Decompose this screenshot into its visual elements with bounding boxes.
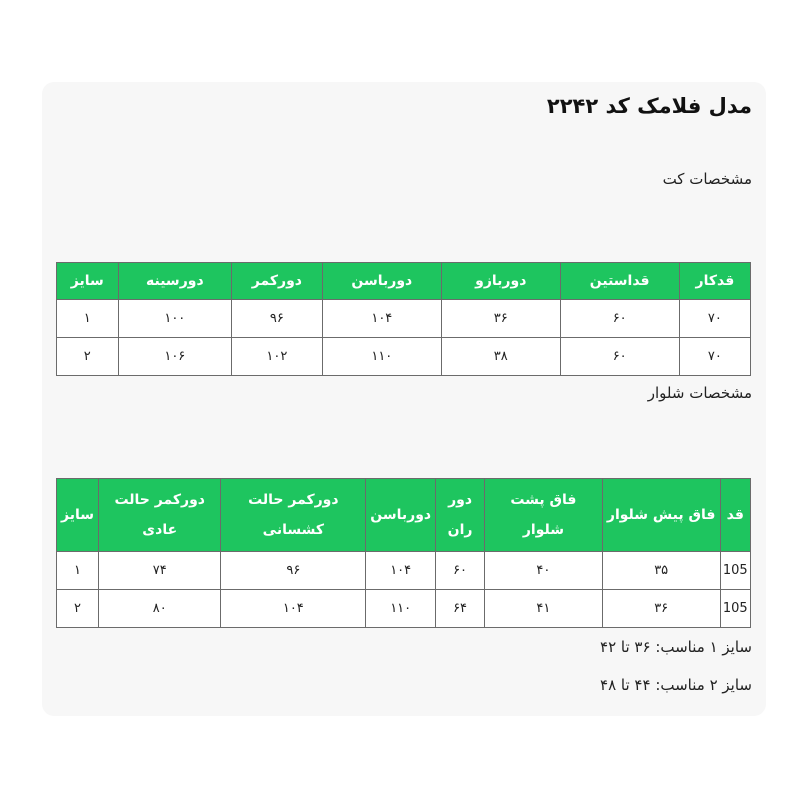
table-row xyxy=(57,300,751,338)
page-title: مدل فلامک کد ۲۲۴۲ xyxy=(546,94,752,118)
table-cell: ۳۶ xyxy=(441,300,560,338)
column-header: دورسینه xyxy=(118,263,231,300)
table-cell: 105 xyxy=(720,590,750,628)
table-cell: ۱۱۰ xyxy=(366,590,436,628)
table-row xyxy=(57,552,751,590)
table-cell: ۱۱۰ xyxy=(322,338,441,376)
table-cell: ۳۵ xyxy=(602,552,720,590)
column-header: دور ران xyxy=(436,479,485,552)
table-cell: ۳۸ xyxy=(441,338,560,376)
table-cell: ۱۰۲ xyxy=(232,338,323,376)
table-cell: ۶۴ xyxy=(436,590,485,628)
table-cell: ۲ xyxy=(57,590,99,628)
column-header: دورکمر xyxy=(232,263,323,300)
column-header: دورباسن xyxy=(366,479,436,552)
table-cell: ۱ xyxy=(57,300,119,338)
column-header: دورکمر حالت عادی xyxy=(99,479,221,552)
table-row xyxy=(57,590,751,628)
pants-size-table xyxy=(56,478,751,628)
table-cell: ۱ xyxy=(57,552,99,590)
column-header: قداستین xyxy=(560,263,679,300)
column-header: دوربازو xyxy=(441,263,560,300)
table-header-row xyxy=(57,479,751,552)
size-2-note: سایز ۲ مناسب: ۴۴ تا ۴۸ xyxy=(600,676,752,694)
table-cell: ۱۰۴ xyxy=(322,300,441,338)
table-cell: ۹۶ xyxy=(232,300,323,338)
pants-section-label: مشخصات شلوار xyxy=(647,384,752,402)
table-cell: ۲ xyxy=(57,338,119,376)
table-cell: ۶۰ xyxy=(560,300,679,338)
column-header: فاق پیش شلوار xyxy=(602,479,720,552)
column-header: دورباسن xyxy=(322,263,441,300)
table-cell: ۳۶ xyxy=(602,590,720,628)
table-cell: 105 xyxy=(720,552,750,590)
column-header: دورکمر حالت کشسانی xyxy=(221,479,366,552)
table-cell: ۶۰ xyxy=(560,338,679,376)
size-1-note: سایز ۱ مناسب: ۳۶ تا ۴۲ xyxy=(600,638,752,656)
table-cell: ۷۰ xyxy=(679,300,750,338)
table-cell: ۶۰ xyxy=(436,552,485,590)
table-cell: ۱۰۴ xyxy=(221,590,366,628)
column-header: قد xyxy=(720,479,750,552)
table-cell: ۴۰ xyxy=(485,552,603,590)
table-cell: ۸۰ xyxy=(99,590,221,628)
size-chart-modal xyxy=(42,82,766,716)
table-row xyxy=(57,338,751,376)
column-header: سایز xyxy=(57,479,99,552)
column-header: قدکار xyxy=(679,263,750,300)
column-header: سایز xyxy=(57,263,119,300)
table-cell: ۴۱ xyxy=(485,590,603,628)
table-cell: ۱۰۰ xyxy=(118,300,231,338)
column-header: فاق پشت شلوار xyxy=(485,479,603,552)
table-cell: ۱۰۶ xyxy=(118,338,231,376)
coat-section-label: مشخصات کت xyxy=(662,170,752,188)
table-cell: ۹۶ xyxy=(221,552,366,590)
table-cell: ۷۰ xyxy=(679,338,750,376)
table-header-row xyxy=(57,263,751,300)
table-cell: ۱۰۴ xyxy=(366,552,436,590)
table-cell: ۷۴ xyxy=(99,552,221,590)
coat-size-table xyxy=(56,262,751,376)
